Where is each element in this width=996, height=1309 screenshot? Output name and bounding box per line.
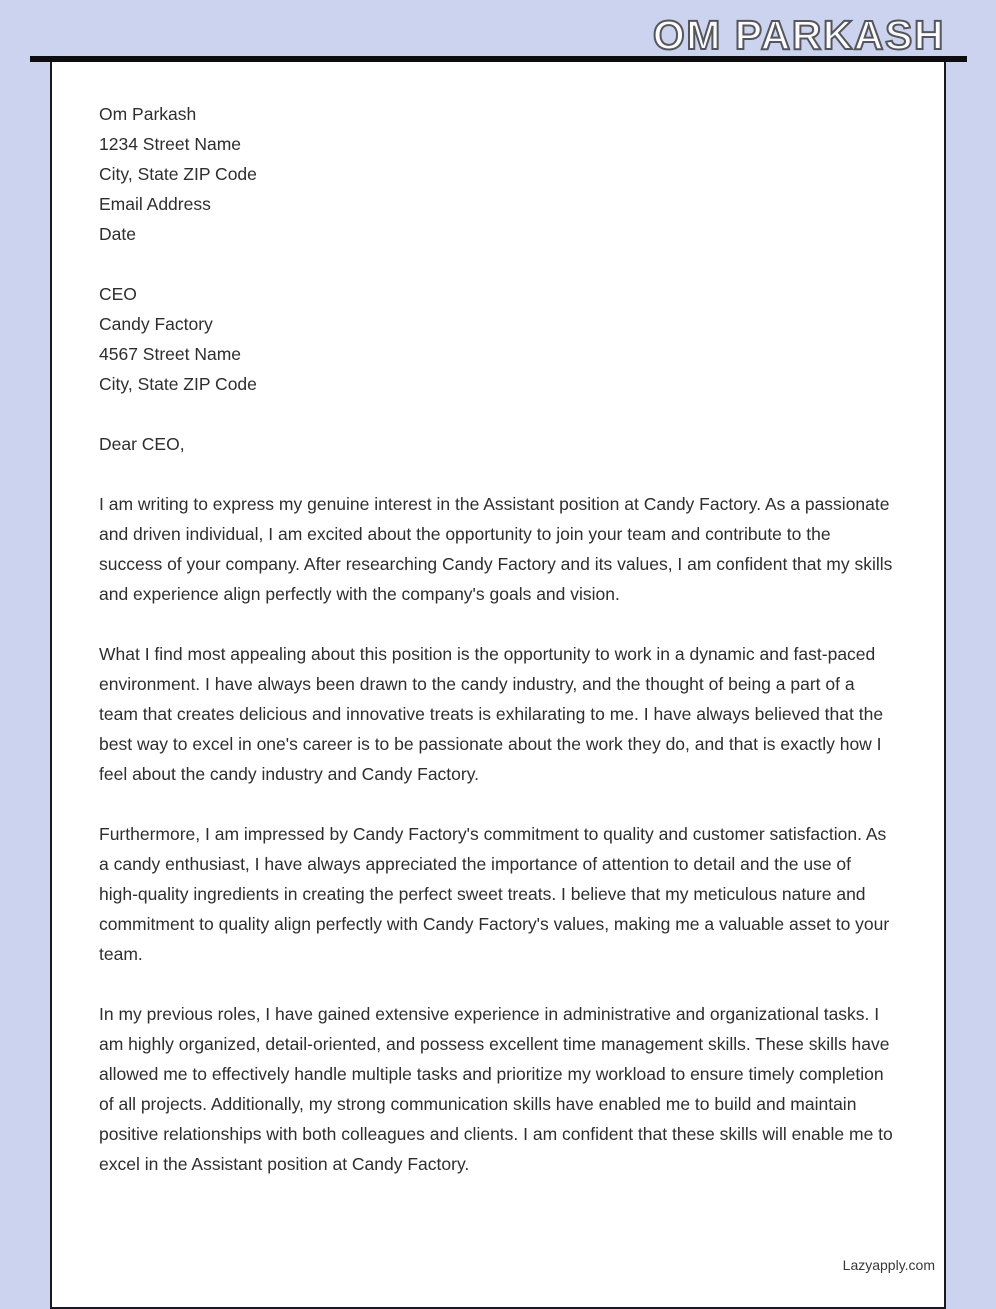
sender-city: City, State ZIP Code — [99, 164, 257, 184]
letter-body — [52, 61, 944, 1179]
sender-email: Email Address — [99, 194, 211, 214]
paragraph-1: I am writing to express my genuine interest in the Assistant position at Candy Factory. As a passionate and driven individual, I am excited about the opportunity to join your team and contribute to the success of your company. After researching Candy Factory and its values, I am confident that my skills and experience align perfectly with the company's goals and vision. — [99, 494, 893, 604]
paragraph-2: What I find most appealing about this position is the opportunity to work in a dynamic and fast-paced environment. I have always been drawn to the candy industry, and the thought of being a part of a team that creates delicious and innovative treats is exhilarating to me. I have always believed that the best way to excel in one's career is to be passionate about the work they do, and that is exactly how I feel about the candy industry and Candy Factory. — [99, 644, 884, 784]
sender-date: Date — [99, 224, 136, 244]
sender-block — [99, 99, 894, 249]
paragraph-3: Furthermore, I am impressed by Candy Factory's commitment to quality and customer satisfaction. As a candy enthusiast, I have always appreciated the importance of attention to detail and the use of high-quality ingredients in creating the perfect sweet treats. I believe that my meticulous nature and commitment to quality align perfectly with Candy Factory's values, making me a valuable asset to your team. — [99, 824, 890, 964]
watermark: Lazyapply.com — [842, 1257, 935, 1273]
recipient-block — [99, 279, 894, 399]
letter-page — [50, 59, 946, 1309]
recipient-street: 4567 Street Name — [99, 344, 242, 364]
brand-title: OM PARKASH — [652, 12, 945, 58]
sender-street: 1234 Street Name — [99, 134, 242, 154]
sender-name: Om Parkash — [99, 104, 197, 124]
recipient-title: CEO — [99, 284, 137, 304]
recipient-city: City, State ZIP Code — [99, 374, 257, 394]
salutation-line: Dear CEO, — [99, 434, 185, 454]
salutation — [99, 429, 894, 459]
recipient-company: Candy Factory — [99, 314, 213, 334]
paragraph-4: In my previous roles, I have gained extensive experience in administrative and organizational tasks. I am highly organized, detail-oriented, and possess excellent time management skills. These skills have allowed me to effectively handle multiple tasks and prioritize my workload to ensure timely completion of all projects. Additionally, my strong communication skills have enabled me to build and maintain positive relationships with both colleagues and clients. I am confident that these skills will enable me to excel in the Assistant position at Candy Factory. — [99, 1004, 893, 1174]
